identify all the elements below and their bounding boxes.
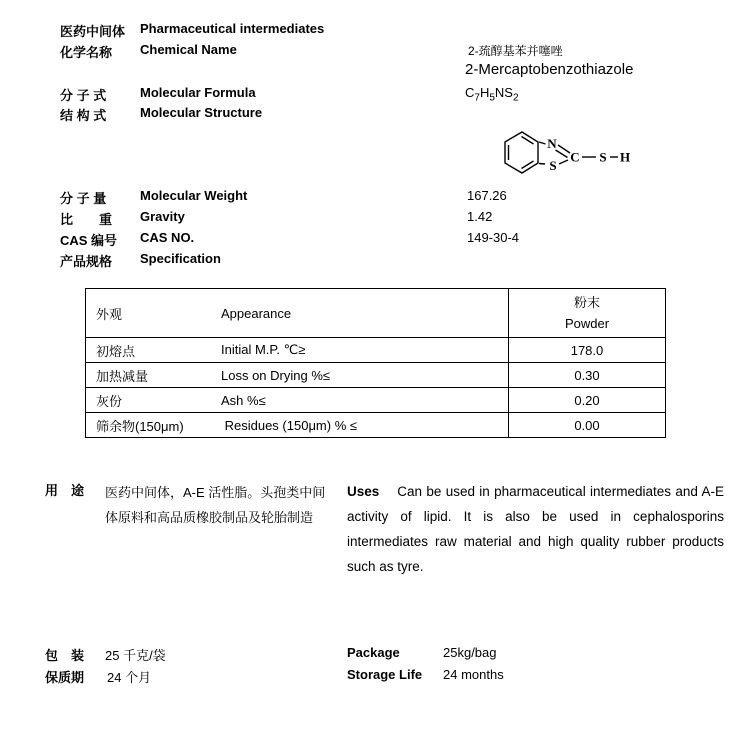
appearance-value-zh: 粉末: [573, 295, 600, 310]
appearance-value-en: Powder: [564, 316, 610, 331]
spec-label-en: Specification: [140, 251, 221, 266]
cas-label-en: CAS NO.: [140, 230, 195, 245]
row-label-en: Appearance: [221, 305, 292, 321]
uses-text-zh-line2: 体原料和高品质橡胶制品及轮胎制造: [105, 510, 314, 525]
category-label-en: Pharmaceutical intermediates: [140, 21, 325, 36]
row-label-zh: 筛余物(150μm): [96, 418, 184, 434]
molecular-formula-value: $C_7H_5NS_2$: [465, 85, 519, 104]
formula-label-zh: 分 子 式: [60, 88, 107, 103]
mw-value: 167.26: [467, 188, 507, 203]
table-row-residues: [86, 412, 665, 437]
table-row-loss-on-drying: [86, 362, 665, 387]
row-value: 0.20: [574, 392, 600, 408]
row-label-en: Residues (150μm) % ≤: [221, 417, 358, 433]
category-label-zh: 医药中间体: [60, 24, 126, 39]
package-label-en: Package: [347, 645, 400, 660]
row-label-en: Initial M.P. ℃≥: [221, 342, 306, 357]
uses-text-zh-line1: 医药中间体，A-E 活性脂。头孢类中间: [105, 485, 326, 500]
row-label-zh: 初熔点: [96, 343, 136, 359]
specification-table: [85, 288, 666, 438]
row-label-zh: 外观: [96, 306, 123, 322]
chemical-name-value-zh: 2-巯醇基苯并噻唑: [468, 44, 563, 58]
row-value: 178.0: [570, 342, 604, 358]
sulfur-ring-atom: S: [549, 158, 557, 173]
uses-text-en: [347, 479, 724, 579]
table-row-initial-mp: [86, 337, 665, 362]
row-value: 0.00: [574, 417, 600, 433]
chemical-structure-diagram: [455, 118, 655, 190]
nitrogen-atom: N: [547, 136, 557, 151]
uses-label-zh: 用 途: [45, 483, 85, 498]
mw-label-zh: 分 子 量: [60, 191, 107, 206]
table-row-ash: [86, 387, 665, 412]
structure-label-zh: 结 构 式: [60, 108, 107, 123]
gravity-label-zh: 比 重: [60, 212, 113, 227]
table-row-appearance: [86, 289, 665, 337]
sulfur-chain-atom: S: [599, 149, 607, 165]
row-label-en: Loss on Drying %≤: [221, 367, 331, 383]
shelf-life-label-en: Storage Life: [347, 667, 423, 682]
spec-label-zh: 产品规格: [60, 254, 113, 269]
formula-label-en: Molecular Formula: [140, 85, 256, 100]
mw-label-en: Molecular Weight: [140, 188, 248, 203]
row-label-en: Ash %≤: [221, 392, 266, 408]
cas-label-zh: CAS 编号: [60, 233, 118, 248]
benzene-ring: [505, 132, 538, 173]
shelf-life-value-en: 24 months: [443, 667, 504, 682]
shelf-life-value-zh: 24 个月: [107, 670, 152, 685]
row-value: 0.30: [574, 367, 600, 383]
structure-label-en: Molecular Structure: [140, 105, 263, 120]
uses-label-en: Uses: [347, 484, 380, 499]
chemical-name-label-en: Chemical Name: [140, 42, 237, 57]
chemical-name-label-zh: 化学名称: [60, 45, 113, 60]
package-value-en: 25kg/bag: [443, 645, 497, 660]
uses-paragraph: Can be used in pharmaceutical intermediates and A-E activity of lipid. It is also be used in cephalosporins intermediates raw material and high quality rubber products such as tyre.: [347, 484, 724, 574]
carbon-atom: C: [570, 149, 580, 165]
package-value-zh: 25 千克/袋: [105, 648, 166, 663]
hydrogen-atom: H: [619, 149, 631, 165]
cas-value: 149-30-4: [467, 230, 520, 245]
gravity-value: 1.42: [467, 209, 493, 224]
package-label-zh: 包 装: [45, 648, 85, 663]
shelf-life-label-zh: 保质期: [45, 670, 85, 685]
row-label-zh: 加热减量: [96, 368, 149, 384]
chemical-name-value-en: 2-Mercaptobenzothiazole: [465, 61, 634, 78]
row-label-zh: 灰份: [96, 393, 123, 409]
gravity-label-en: Gravity: [140, 209, 185, 224]
